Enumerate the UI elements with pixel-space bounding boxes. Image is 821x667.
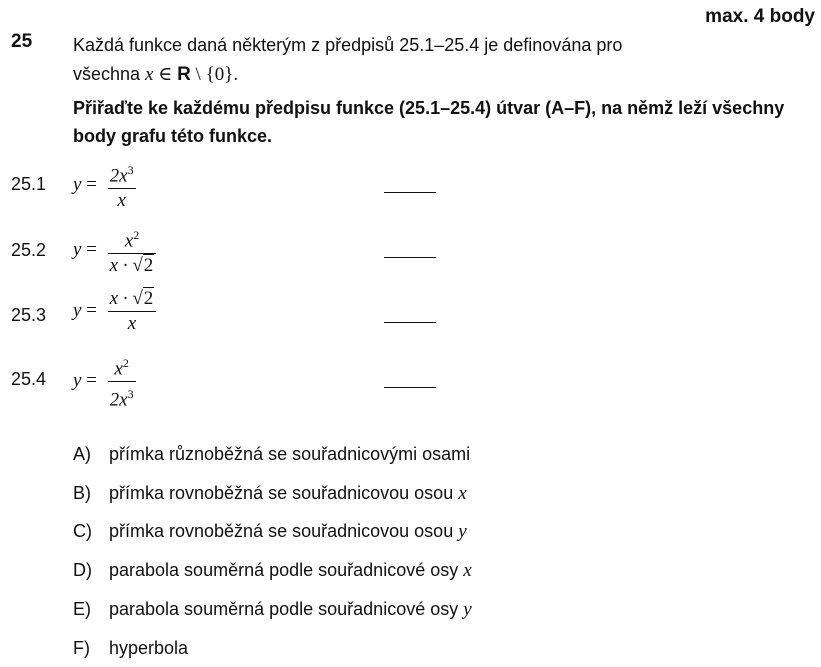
answer-blank[interactable] — [384, 192, 436, 193]
intro-line-1: Každá funkce daná některým z předpisů 25.1–25.4 je definována pro — [73, 35, 623, 55]
denominator: x — [127, 313, 137, 334]
numerator: x · √2 — [108, 288, 157, 312]
formula: y = $\frac{x \cdot √2}{x}$ — [73, 288, 156, 335]
denominator: x — [117, 190, 126, 212]
item-label: 25.2 — [11, 240, 47, 260]
sqrt-symbol: √2 — [132, 255, 154, 277]
intro-line-2: všechna x ∈ R \ {0}. — [73, 64, 239, 85]
fraction — [108, 288, 157, 335]
formula: y = $\frac{2x^3}{x}$ — [73, 159, 136, 212]
option-d: D) parabola souměrná podle souřadnicové osy x — [73, 560, 472, 581]
denominator: x · √2 — [109, 255, 154, 277]
item-25-1 — [0, 156, 821, 216]
question-intro — [73, 31, 793, 89]
option-b: B) přímka rovnoběžná se souřadnicovou osou x — [73, 483, 467, 504]
item-25-3 — [0, 287, 821, 347]
fraction — [108, 352, 136, 412]
answer-blank[interactable] — [384, 257, 436, 258]
item-25-4 — [0, 352, 821, 412]
sqrt-symbol: √2 — [132, 288, 154, 309]
answer-blank[interactable] — [384, 322, 436, 323]
question-number: 25 — [11, 31, 33, 52]
denominator: $2x^3$ — [109, 387, 134, 411]
reals-symbol: R — [177, 64, 191, 85]
numerator: $x^2$ — [108, 352, 136, 382]
item-label: 25.3 — [11, 305, 47, 325]
option-a: A) přímka různoběžná se souřadnicovými osami — [73, 444, 471, 464]
item-25-2 — [0, 221, 821, 281]
option-e: E) parabola souměrná podle souřadnicové osy y — [73, 599, 472, 620]
item-label: 25.4 — [11, 369, 47, 389]
formula: y = $\frac{x^2}{x \cdot √2}$ — [73, 224, 156, 277]
option-c: C) přímka rovnoběžná se souřadnicovou osou y — [73, 521, 467, 542]
numerator: $x^2$ — [108, 224, 157, 254]
fraction — [108, 159, 136, 212]
option-f: F) hyperbola — [73, 638, 189, 658]
max-points: max. 4 body — [705, 6, 815, 27]
var-x: x — [145, 64, 154, 85]
formula: y = $\frac{x^2}{2x^3}$ — [73, 352, 136, 412]
fraction — [108, 224, 157, 277]
numerator: $2x^3$ — [108, 159, 136, 189]
task-instruction: Přiřaďte ke každému předpisu funkce (25.1–25.4) útvar (A–F), na němž leží všechny body grafu této funkce. — [73, 98, 785, 146]
item-label: 25.1 — [11, 174, 47, 194]
answer-blank[interactable] — [384, 387, 436, 388]
